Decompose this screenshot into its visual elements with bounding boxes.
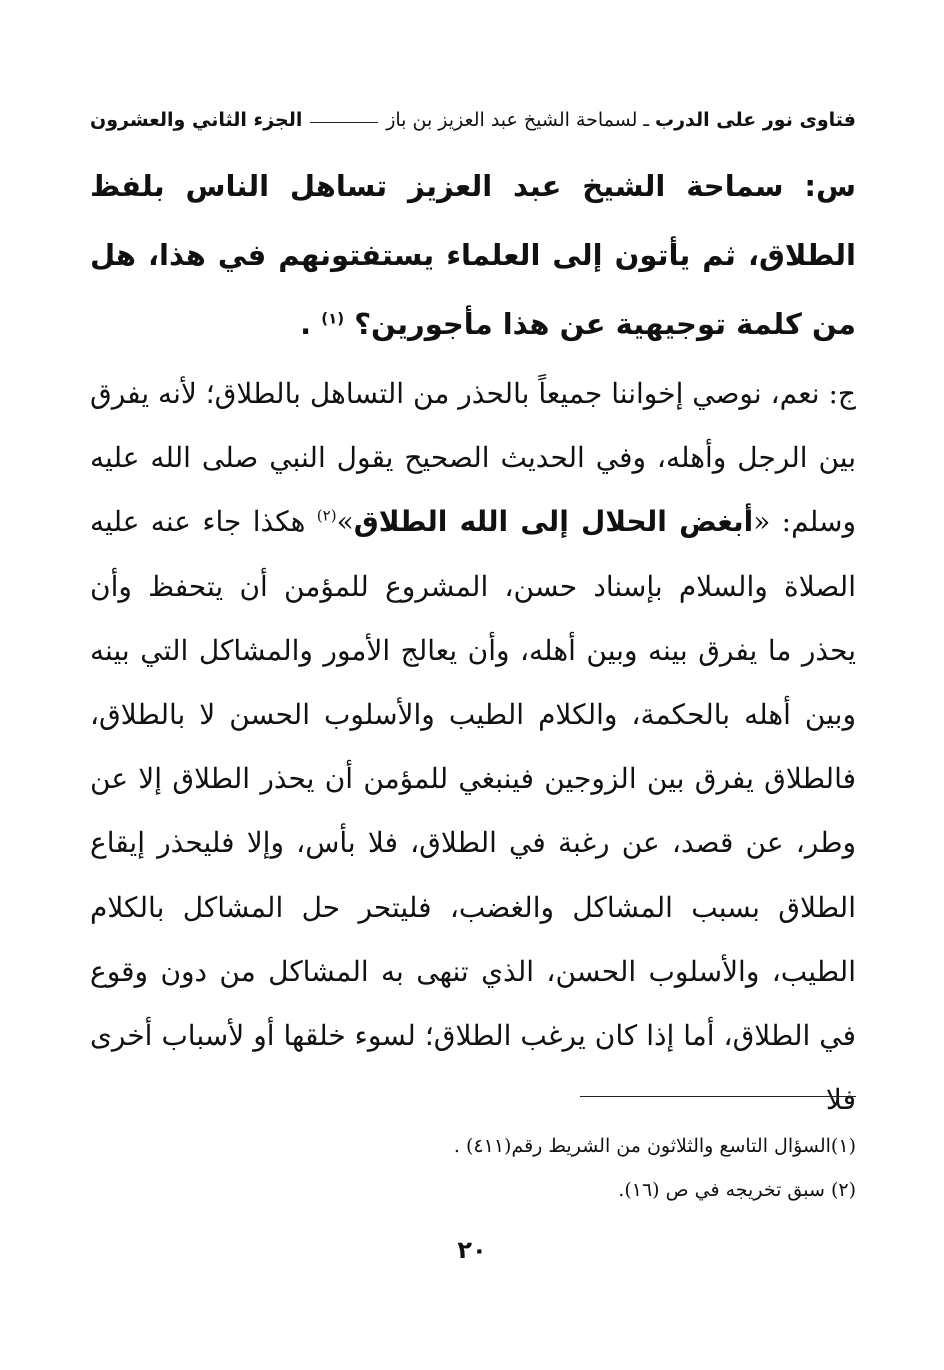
answer-paragraph bbox=[90, 362, 856, 1132]
running-header bbox=[90, 100, 856, 140]
header-part: الجزء الثاني والعشرون bbox=[90, 109, 303, 131]
hadith-quote: أبغض الحلال إلى الله الطلاق bbox=[353, 505, 754, 539]
question-text: س: سماحة الشيخ عبد العزيز تساهل الناس بلفظ الطلاق، ثم يأتون إلى العلماء يستفتونهم في هذا، هل من كلمة توجيهية عن هذا مأجورين؟ bbox=[90, 169, 856, 341]
question-paragraph bbox=[90, 152, 856, 359]
page-number: ٢٠ bbox=[457, 1236, 487, 1264]
footnote-1: (١)السؤال التاسع والثلاثون من الشريط رقم(٤١١) . bbox=[453, 1135, 856, 1157]
footnote-ref-1: (١) bbox=[321, 309, 345, 328]
header-rule bbox=[310, 122, 378, 123]
header-dash: ـ bbox=[643, 109, 649, 131]
header-book-title: فتاوى نور على الدرب bbox=[655, 109, 856, 131]
footnote-2: (٢) سبق تخريجه في ص (١٦). bbox=[618, 1179, 856, 1201]
hadith-close-mark: » bbox=[336, 505, 354, 539]
answer-text-start: ج: نعم، نوصي إخواننا جميعاً بالحذر من التساهل بالطلاق؛ لأنه يفرق بين الرجل وأهله، وفي الحديث الصحيح يقول النبي صلى الله عليه وسلم: « bbox=[90, 377, 857, 539]
footnotes bbox=[90, 1124, 856, 1212]
answer-text-rest: هكذا جاء عنه عليه الصلاة والسلام بإسناد حسن، المشروع للمؤمن أن يتحفظ وأن يحذر ما يفرق بينه وبين أهله، وأن يعالج الأمور والمشاكل التي بينه وبين أهله بالحكمة، والكلام الطيب والأسلوب الحسن لا بالطلاق، فالطلاق يفرق بين الزوجين فينبغي للمؤمن أن يحذر الطلاق إلا عن وطر، عن قصد، عن رغبة في الطلاق، فلا بأس، وإلا فليحذر إيقاع الطلاق بسبب المشاكل والغضب، فليتحر حل المشاكل بالكلام الطيب، والأسلوب الحسن، الذي تنهى به المشاكل من دون وقوع في الطلاق، أما إذا كان يرغب الطلاق؛ لسوء خلقها أو لأسباب أخرى فلا bbox=[90, 505, 856, 1117]
footnote-ref-2: (٢) bbox=[316, 507, 337, 526]
header-author: لسماحة الشيخ عبد العزيز بن باز bbox=[386, 109, 638, 131]
question-end-mark: . bbox=[300, 307, 312, 341]
footnote-separator bbox=[580, 1096, 856, 1097]
